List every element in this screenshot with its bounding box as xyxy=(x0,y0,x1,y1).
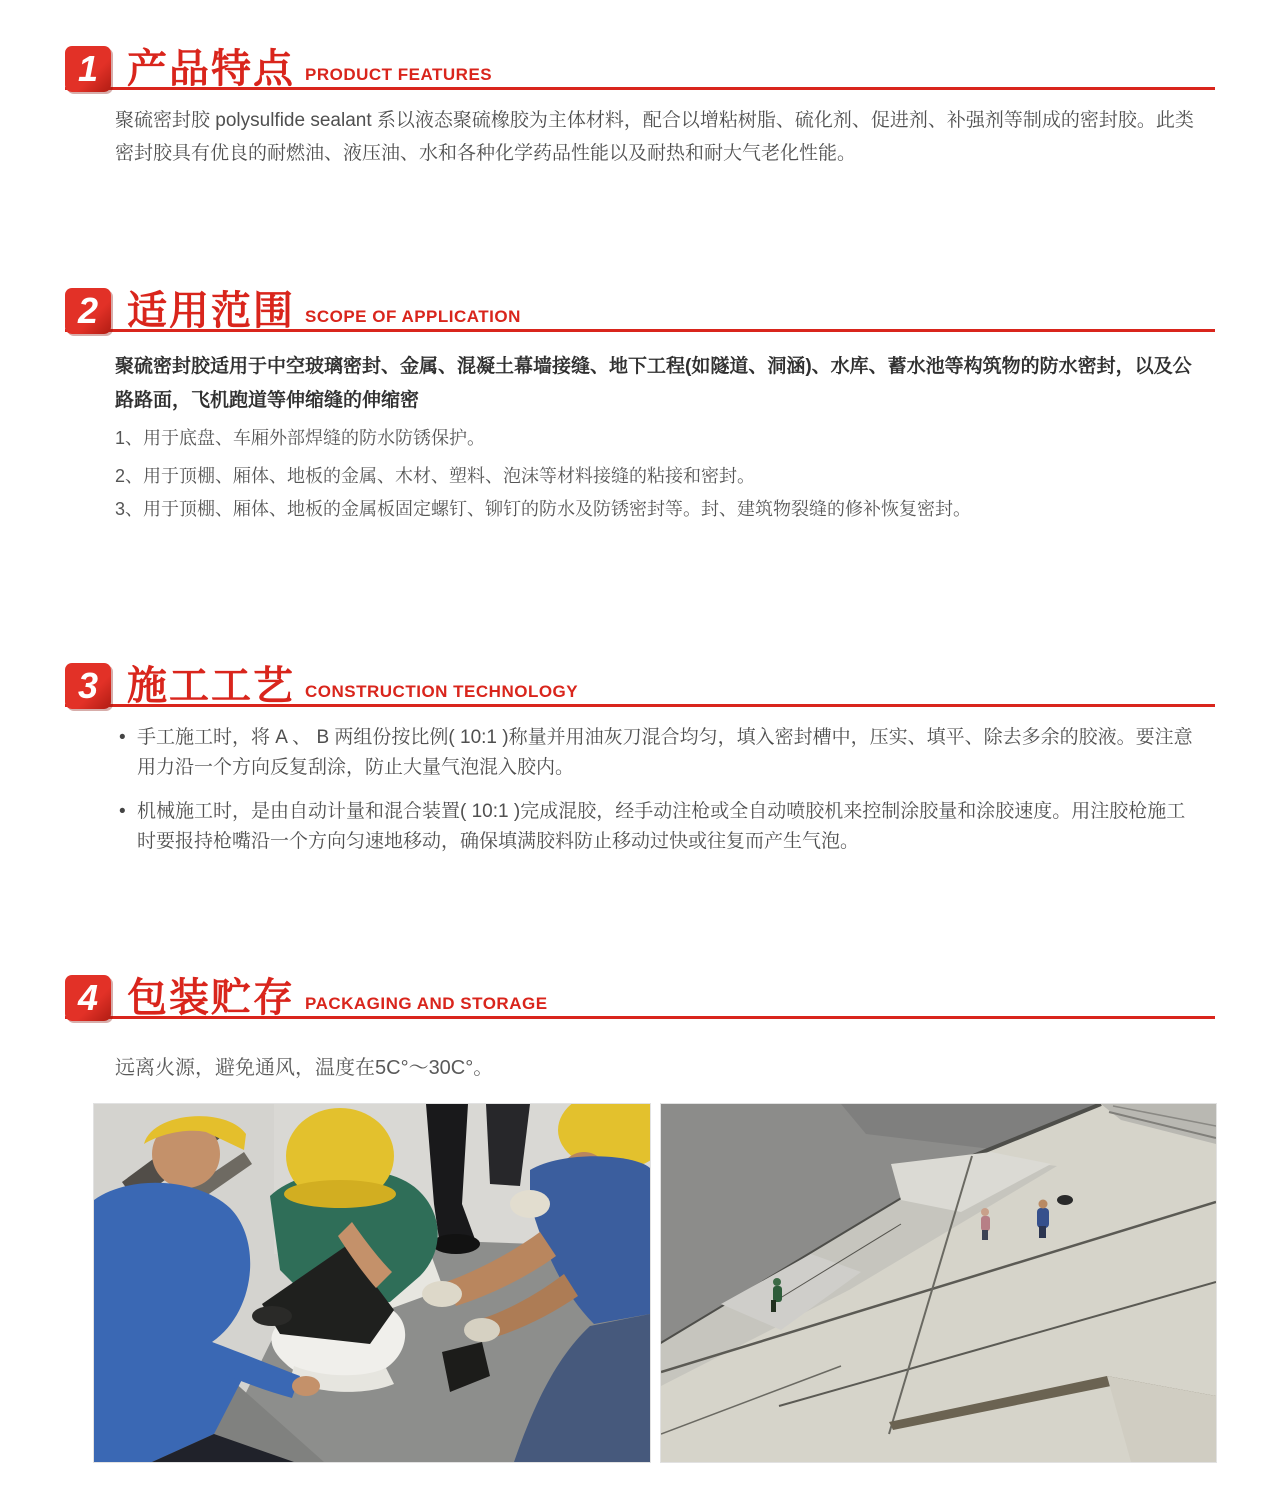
page-content xyxy=(0,38,1280,1463)
bullet-text: 手工施工时，将 A 、 B 两组份按比例( 10:1 )称量并用油灰刀混合均匀，填入密封槽中，压实、填平、除去多余的胶液。要注意用力沿一个方向反复刮涂，防止大量气泡混入胶内。 xyxy=(137,727,1193,778)
section-3-title-en: CONSTRUCTION TECHNOLOGY xyxy=(305,682,579,701)
section-1-header xyxy=(65,38,1215,90)
photo-concrete-slope-joints xyxy=(660,1103,1217,1463)
bullet-icon: • xyxy=(119,727,126,748)
section-2-number: 2 xyxy=(77,290,99,331)
photo-workers-applying-sealant xyxy=(93,1103,651,1463)
section-2-number-badge xyxy=(65,288,111,334)
bullet-icon: • xyxy=(119,801,126,822)
section-packaging-storage xyxy=(65,967,1215,1082)
section-2-title-en: SCOPE OF APPLICATION xyxy=(305,307,521,326)
section-2-title-zh: 适用范围 xyxy=(127,289,295,333)
section-4-title-zh: 包装贮存 xyxy=(127,976,295,1020)
photo-row xyxy=(93,1103,1215,1463)
product-features-paragraph: 聚硫密封胶 polysulfide sealant 系以液态聚硫橡胶为主体材料，配合以增粘树脂、硫化剂、促进剂、补强剂等制成的密封胶。此类密封胶具有优良的耐燃油、液压油、水和各种化学药品性能以及耐热和耐大气老化性能。 xyxy=(115,110,1194,164)
scope-item-list xyxy=(115,426,1200,521)
section-2-header xyxy=(65,280,1215,332)
section-1-number: 1 xyxy=(77,48,99,89)
section-4-number-badge xyxy=(65,975,111,1021)
section-construction-technology xyxy=(65,655,1215,857)
bullet-text: 机械施工时，是由自动计量和混合装置( 10:1 )完成混胶，经手动注枪或全自动喷胶机来控制涂胶量和涂胶速度。用注胶枪施工时要报持枪嘴沿一个方向匀速地移动，确保填满胶料防止移动过快或往复而产生气泡。 xyxy=(137,801,1186,852)
section-3-title-zh: 施工工艺 xyxy=(127,664,295,708)
list-item: 1、用于底盘、车厢外部焊缝的防水防锈保护。 xyxy=(115,428,486,448)
construction-bullet-list xyxy=(117,723,1200,857)
workers-sealant-illustration xyxy=(94,1104,650,1462)
section-4-title-en: PACKAGING AND STORAGE xyxy=(305,994,548,1013)
list-item: 3、用于顶棚、厢体、地板的金属板固定螺钉、铆钉的防水及防锈密封等。封、建筑物裂缝的修补恢复密封。 xyxy=(115,499,972,519)
scope-lead-paragraph: 聚硫密封胶适用于中空玻璃密封、金属、混凝土幕墙接缝、地下工程(如隧道、洞涵)、水库、蓄水池等构筑物的防水密封，以及公路路面，飞机跑道等伸缩缝的伸缩密 xyxy=(115,356,1192,411)
section-3-header xyxy=(65,655,1215,707)
list-item xyxy=(117,797,1200,857)
concrete-slope-illustration xyxy=(661,1104,1216,1462)
section-1-title-zh: 产品特点 xyxy=(127,47,295,91)
section-4-number: 4 xyxy=(77,977,99,1018)
storage-conditions-text: 远离火源，避免通风，温度在5C°～30C°。 xyxy=(115,1057,494,1079)
section-product-features xyxy=(65,38,1215,170)
list-item: 2、用于顶棚、厢体、地板的金属、木材、塑料、泡沫等材料接缝的粘接和密封。 xyxy=(115,466,756,486)
section-3-number-badge xyxy=(65,663,111,709)
section-1-number-badge xyxy=(65,46,111,92)
section-3-number: 3 xyxy=(77,665,99,706)
list-item xyxy=(117,723,1200,783)
section-4-header xyxy=(65,967,1215,1019)
section-scope-of-application xyxy=(65,280,1215,521)
section-1-title-en: PRODUCT FEATURES xyxy=(305,65,493,84)
